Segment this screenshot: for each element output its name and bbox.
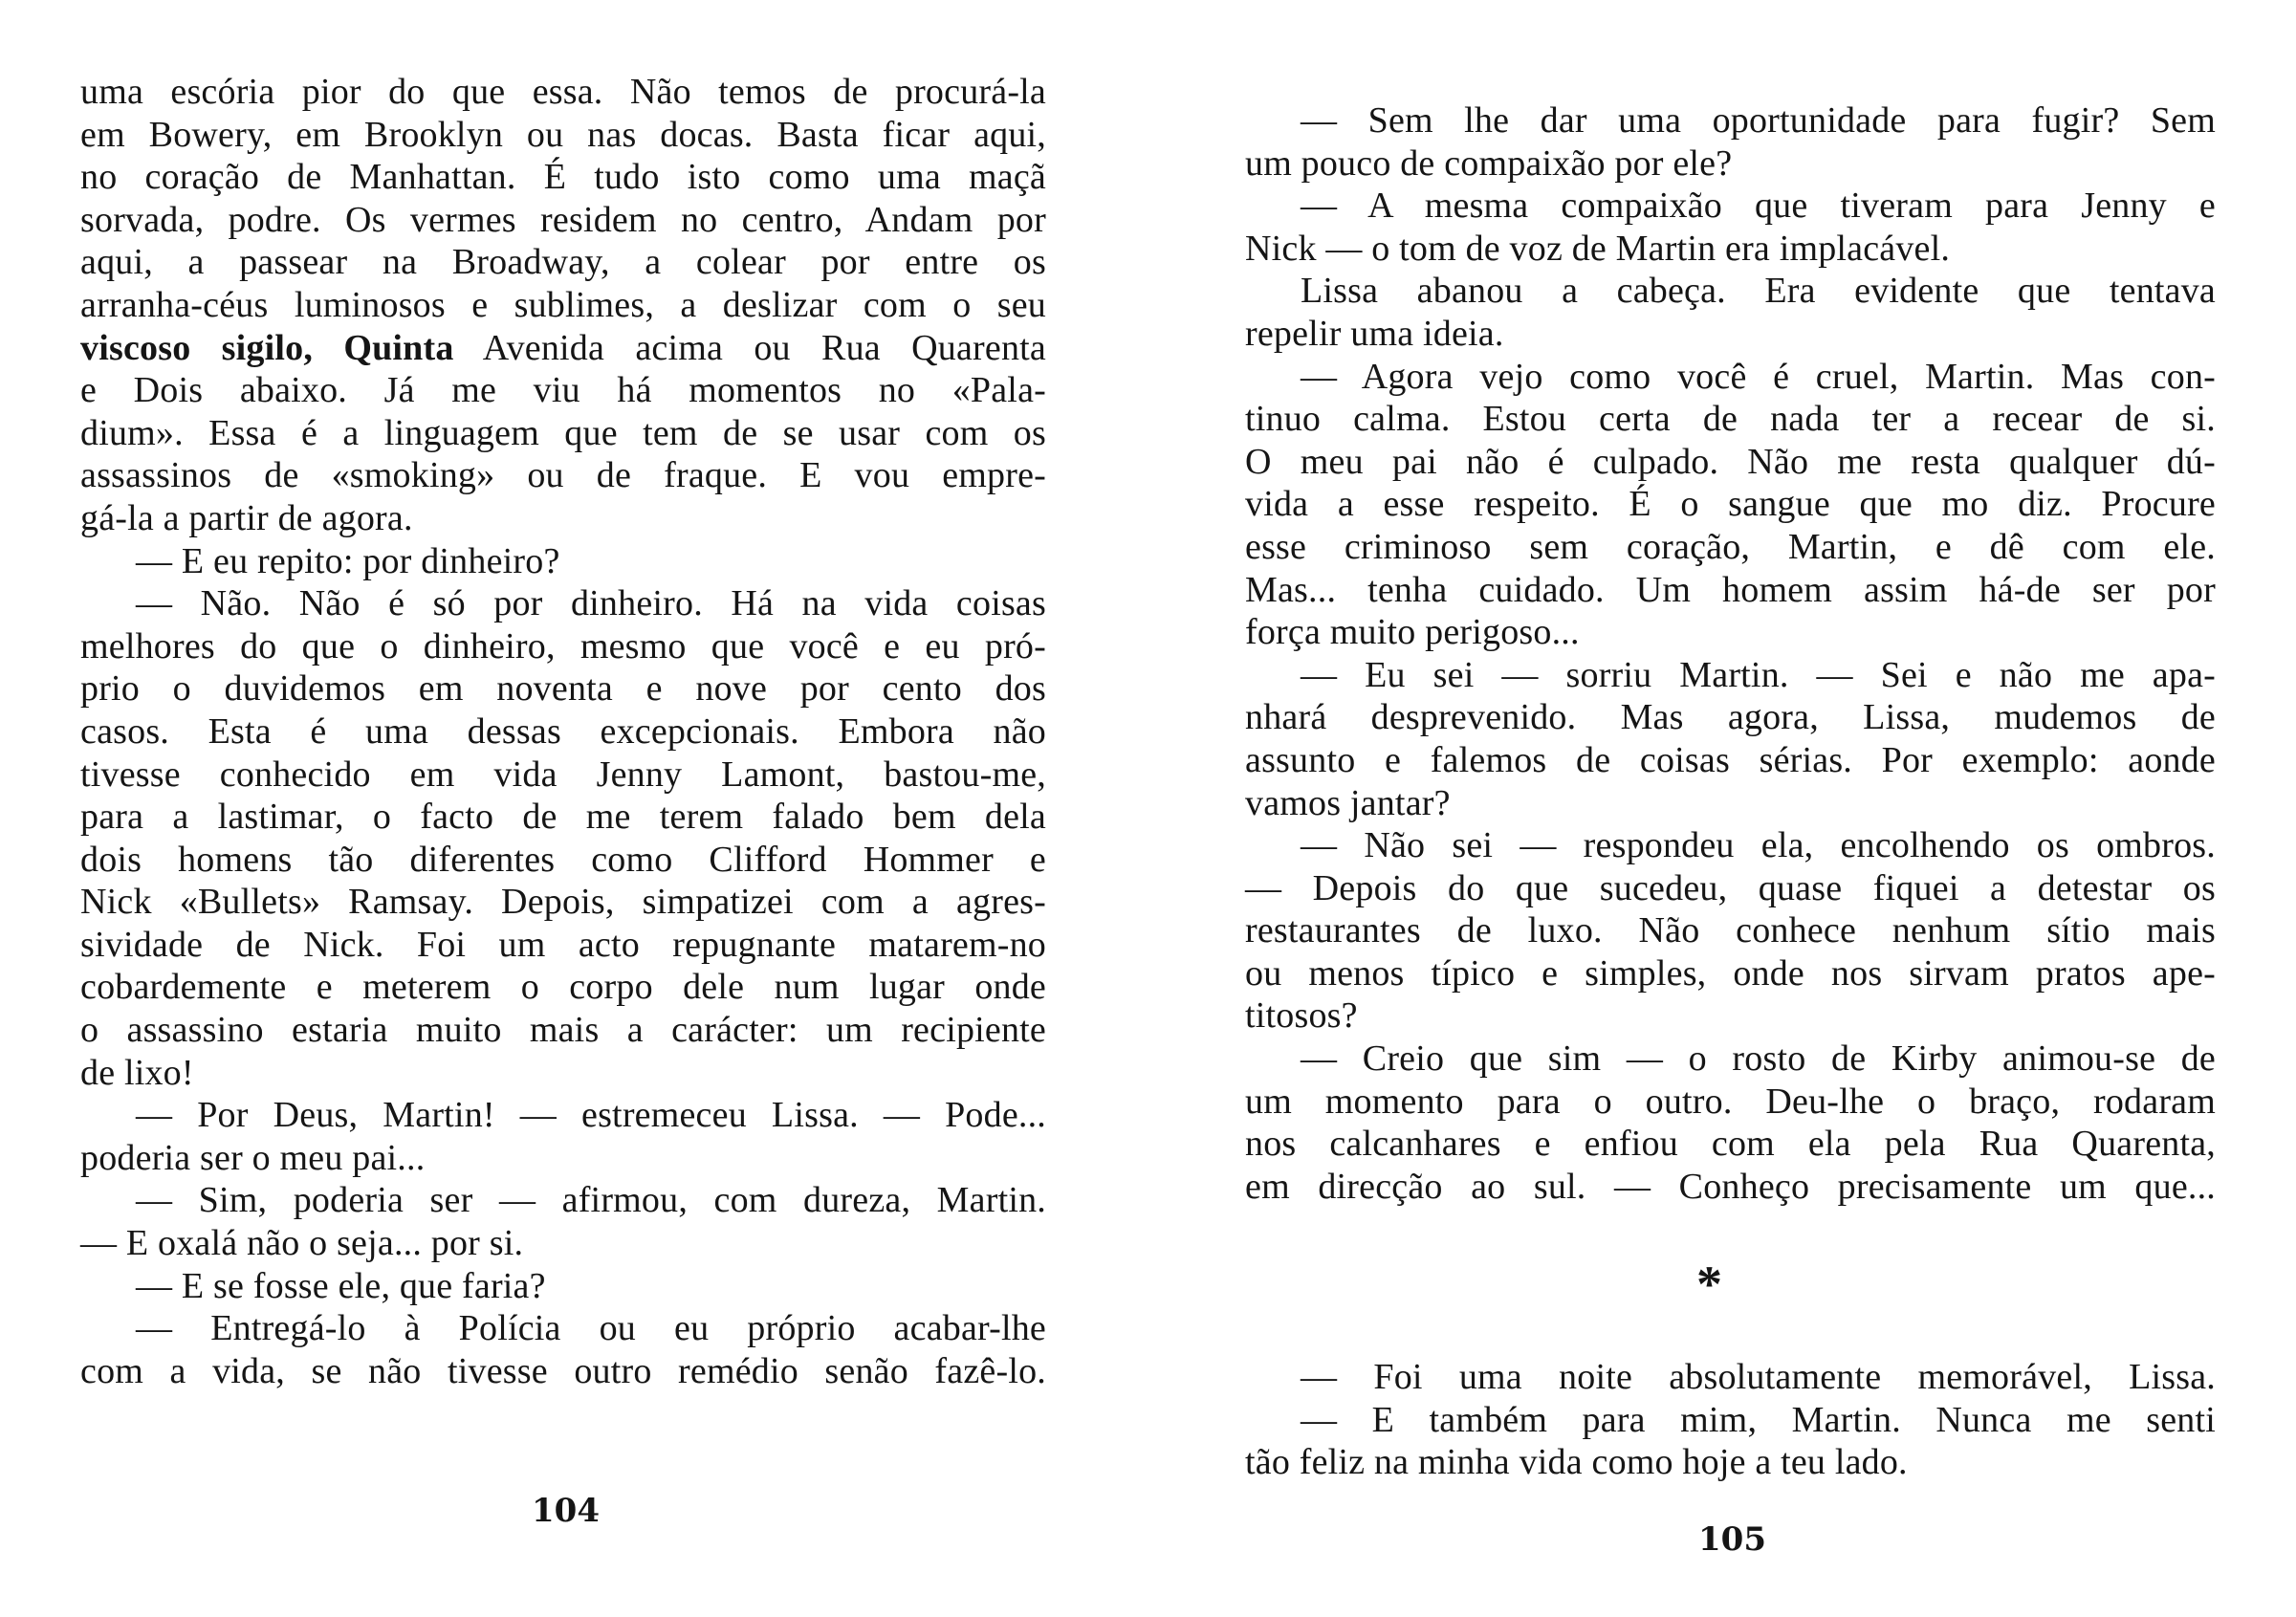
text-line: tinuo calma. Estou certa de nada ter a recear de si. xyxy=(1245,399,2216,440)
text-line: e Dois abaixo. Já me viu há momentos no «Pala- xyxy=(80,370,1046,411)
text-line: restaurantes de luxo. Não conhece nenhum sítio mais xyxy=(1245,910,2216,951)
text-line: Nick — o tom de voz de Martin era implacável. xyxy=(1245,228,1951,269)
right-page-text xyxy=(1245,99,2216,1208)
text-line: dois homens tão diferentes como Clifford Hommer e xyxy=(80,839,1046,880)
text-line: — Agora vejo como você é cruel, Martin. Mas con- xyxy=(1301,356,2216,397)
text-line: — E eu repito: por dinheiro? xyxy=(136,540,560,581)
text-line: assunto e falemos de coisas sérias. Por exemplo: aonde xyxy=(1245,739,2216,780)
left-page-text xyxy=(80,71,1046,1392)
text-line: um pouco de compaixão por ele? xyxy=(1245,142,1733,184)
text-line: dium». Essa é a linguagem que tem de se usar com os xyxy=(80,412,1046,453)
text-line: com a vida, se não tivesse outro remédio senão fazê-lo. xyxy=(80,1350,1046,1391)
page-number-right: 105 xyxy=(1698,1520,1766,1559)
bold-phrase: viscoso sigilo, Quinta xyxy=(80,327,454,368)
text-line: gá-la a partir de agora. xyxy=(80,497,413,538)
text-line: titosos? xyxy=(1245,995,1358,1037)
text-line: ou menos típico e simples, onde nos sirvam pratos ape- xyxy=(1245,952,2216,994)
text-line: — Foi uma noite absolutamente memorável, Lissa. xyxy=(1301,1357,2216,1397)
text-line: sorvada, podre. Os vermes residem no centro, Andam por xyxy=(80,199,1046,240)
text-line: vida a esse respeito. É o sangue que mo diz. Procure xyxy=(1245,484,2216,525)
text-line: tão feliz na minha vida como hoje a teu lado. xyxy=(1245,1442,1908,1483)
section-separator: * xyxy=(1696,1256,1722,1313)
text-line: — Por Deus, Martin! — estremeceu Lissa. — Pode... xyxy=(136,1095,1046,1136)
text-line: uma escória pior do que essa. Não temos de procurá-la xyxy=(80,72,1046,112)
text-line: cobardemente e meterem o corpo dele num lugar onde xyxy=(80,967,1046,1008)
text-line: O meu pai não é culpado. Não me resta qualquer dú- xyxy=(1245,441,2216,482)
text-line: em Bowery, em Brooklyn ou nas docas. Basta ficar aqui, xyxy=(80,114,1046,155)
page-number-left: 104 xyxy=(532,1492,600,1530)
text-line: — Depois do que sucedeu, quase fiquei a detestar os xyxy=(1245,867,2216,908)
right-page-text-after-break xyxy=(1245,1356,2216,1484)
text-line: de lixo! xyxy=(80,1052,194,1093)
text-line: casos. Esta é uma dessas excepcionais. Embora não xyxy=(80,710,1046,752)
text-line: — Não sei — respondeu ela, encolhendo os ombros. xyxy=(1301,825,2216,866)
text-line: — Entregá-lo à Polícia ou eu próprio acabar-lhe xyxy=(136,1308,1046,1349)
text-line: o assassino estaria muito mais a carácter: um recipiente xyxy=(80,1010,1046,1051)
text-line: — Eu sei — sorriu Martin. — Sei e não me apa- xyxy=(1301,654,2216,695)
text-line: melhores do que o dinheiro, mesmo que você e eu pró- xyxy=(80,625,1046,666)
text-line: arranha-céus luminosos e sublimes, a deslizar com o seu xyxy=(80,284,1046,325)
text-line: nhará desprevenido. Mas agora, Lissa, mudemos de xyxy=(1245,697,2216,738)
text-line: esse criminoso sem coração, Martin, e dê com ele. xyxy=(1245,526,2216,567)
text-line: Mas... tenha cuidado. Um homem assim há-de ser por xyxy=(1245,569,2216,610)
text-line: aqui, a passear na Broadway, a colear por entre os xyxy=(80,242,1046,283)
text-line: em direcção ao sul. — Conheço precisamente um que... xyxy=(1245,1166,2216,1207)
text-line: repelir uma ideia. xyxy=(1245,313,1504,354)
text-line: — E oxalá não o seja... por si. xyxy=(80,1223,524,1264)
text-line: um momento para o outro. Deu-lhe o braço, rodaram xyxy=(1245,1081,2216,1122)
text-line: viscoso sigilo, Quinta Avenida acima ou Rua Quarenta xyxy=(80,327,1046,368)
right-page xyxy=(1148,0,2296,1617)
text-line: — Sem lhe dar uma oportunidade para fugir? Sem xyxy=(1301,100,2216,141)
text-line: — A mesma compaixão que tiveram para Jenny e xyxy=(1301,186,2216,227)
text-line: vamos jantar? xyxy=(1245,782,1451,823)
text-line: — Sim, poderia ser — afirmou, com dureza, Martin. xyxy=(136,1180,1046,1221)
text-line: nos calcanhares e enfiou com ela pela Rua Quarenta, xyxy=(1245,1124,2216,1165)
text-line: sividade de Nick. Foi um acto repugnante matarem-no xyxy=(80,924,1046,965)
text-line: — E também para mim, Martin. Nunca me senti xyxy=(1301,1399,2216,1440)
text-line: para a lastimar, o facto de me terem falado bem dela xyxy=(80,797,1046,838)
text-line: no coração de Manhattan. É tudo isto como uma maçã xyxy=(80,157,1046,198)
text-line: Lissa abanou a cabeça. Era evidente que tentava xyxy=(1301,271,2216,312)
text-line: Nick «Bullets» Ramsay. Depois, simpatizei com a agres- xyxy=(80,882,1046,923)
text-line: prio o duvidemos em noventa e nove por cento dos xyxy=(80,668,1046,710)
text-line: — Não. Não é só por dinheiro. Há na vida coisas xyxy=(136,583,1046,624)
text-line: assassinos de «smoking» ou de fraque. E vou empre- xyxy=(80,455,1046,496)
text-line: — Creio que sim — o rosto de Kirby animou-se de xyxy=(1301,1038,2216,1080)
text-line: — E se fosse ele, que faria? xyxy=(136,1265,546,1306)
text-line: força muito perigoso... xyxy=(1245,612,1580,653)
text-line: tivesse conhecido em vida Jenny Lamont, bastou-me, xyxy=(80,754,1046,795)
text-line: poderia ser o meu pai... xyxy=(80,1137,426,1178)
